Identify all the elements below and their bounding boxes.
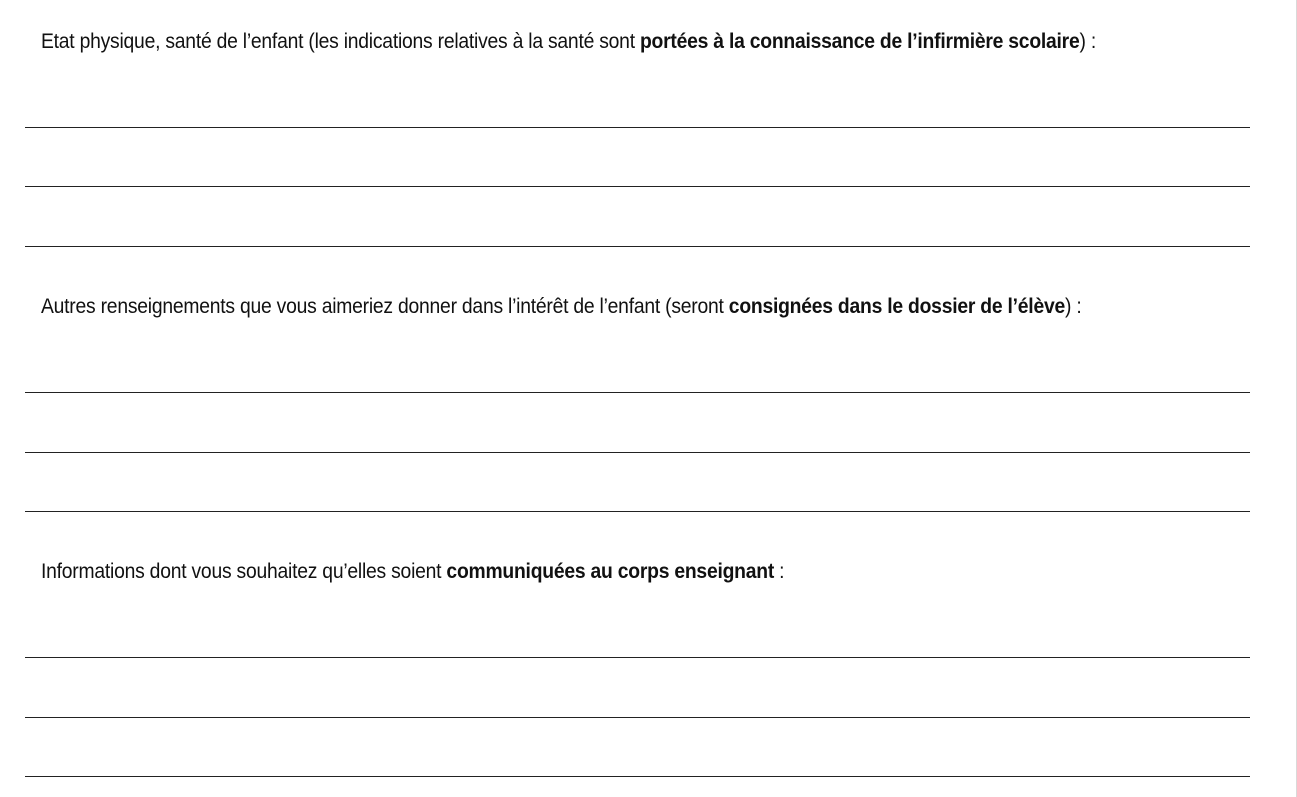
health-prompt-text: Etat physique, santé de l’enfant (les indications relatives à la santé sont [41,30,640,53]
health-answer-line[interactable] [25,246,1250,247]
other-info-prompt-emphasis: consignées dans le dossier de l’élève [728,295,1065,318]
health-answer-line[interactable] [25,127,1250,128]
other-info-answer-line[interactable] [25,511,1250,512]
teacher-info-answer-line[interactable] [25,717,1250,718]
other-info-answer-line[interactable] [25,392,1250,393]
teacher-info-prompt-text: Informations dont vous souhaitez qu’elles soient [41,560,447,583]
health-prompt-suffix: ) : [1079,30,1096,53]
teacher-info-prompt-suffix: : [774,560,785,583]
other-info-prompt-text: Autres renseignements que vous aimeriez donner dans l’intérêt de l’enfant (seront [41,295,729,318]
health-prompt-emphasis: portées à la connaissance de l’infirmière scolaire [639,30,1080,53]
teacher-info-answer-line[interactable] [25,657,1250,658]
other-info-prompt-suffix: ) : [1064,295,1082,318]
other-info-prompt [41,295,1081,319]
health-prompt [41,30,1096,54]
teacher-info-answer-line[interactable] [25,776,1250,777]
other-info-answer-line[interactable] [25,452,1250,453]
teacher-info-prompt [41,560,784,584]
teacher-info-prompt-emphasis: communiquées au corps enseignant [446,560,775,583]
health-answer-line[interactable] [25,186,1250,187]
